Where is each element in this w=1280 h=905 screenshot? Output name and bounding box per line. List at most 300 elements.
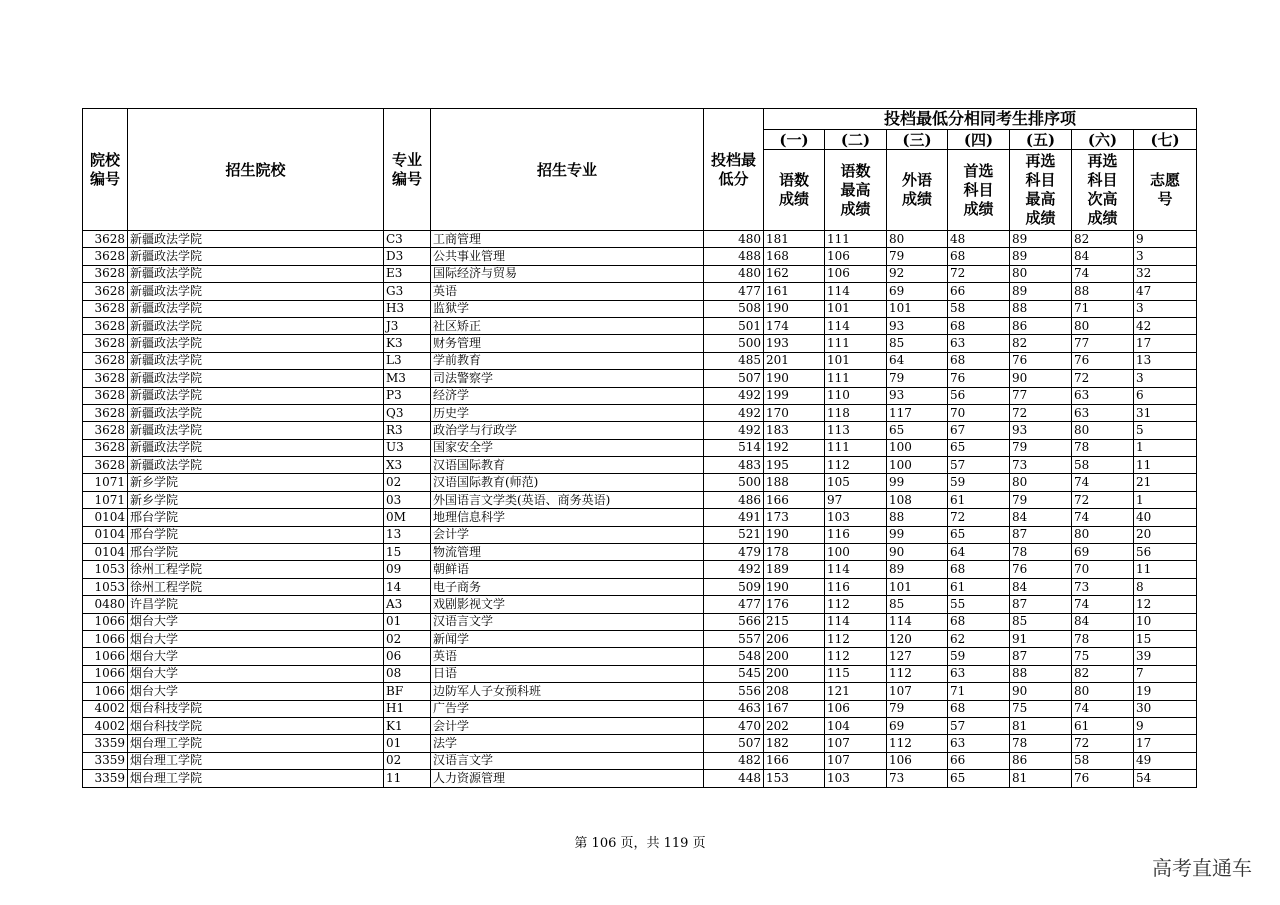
cell-first-subject: 64 (948, 544, 1010, 561)
header-sub-title: 语数最高成绩 (825, 150, 887, 231)
cell-yushu-max: 101 (825, 352, 887, 369)
cell-waiyu: 101 (887, 578, 948, 595)
cell-second-max: 87 (1010, 596, 1072, 613)
cell-yushu: 202 (764, 717, 825, 734)
cell-second-max: 78 (1010, 544, 1072, 561)
cell-school-name: 徐州工程学院 (128, 578, 384, 595)
cell-major-code: 15 (384, 544, 431, 561)
cell-yushu-max: 112 (825, 596, 887, 613)
table-row (83, 387, 1197, 404)
cell-major-name: 汉语国际教育 (431, 457, 704, 474)
cell-second-next: 80 (1072, 422, 1134, 439)
cell-min-score: 448 (704, 770, 764, 787)
cell-major-name: 汉语言文学 (431, 613, 704, 630)
cell-first-subject: 66 (948, 752, 1010, 769)
cell-school-code: 3628 (83, 387, 128, 404)
cell-yushu-max: 107 (825, 735, 887, 752)
cell-waiyu: 112 (887, 735, 948, 752)
cell-major-code: 03 (384, 491, 431, 508)
cell-waiyu: 106 (887, 752, 948, 769)
cell-first-subject: 65 (948, 770, 1010, 787)
cell-school-code: 3359 (83, 735, 128, 752)
cell-min-score: 507 (704, 735, 764, 752)
cell-second-max: 78 (1010, 735, 1072, 752)
cell-major-code: 02 (384, 630, 431, 647)
cell-second-next: 88 (1072, 283, 1134, 300)
cell-school-name: 烟台科技学院 (128, 717, 384, 734)
cell-first-subject: 68 (948, 352, 1010, 369)
cell-first-subject: 68 (948, 700, 1010, 717)
cell-school-name: 新疆政法学院 (128, 404, 384, 421)
cell-first-subject: 68 (948, 561, 1010, 578)
cell-school-name: 新疆政法学院 (128, 283, 384, 300)
header-sub-title: 首选科目成绩 (948, 150, 1010, 231)
cell-first-subject: 68 (948, 248, 1010, 265)
cell-school-code: 3628 (83, 335, 128, 352)
cell-school-name: 邢台学院 (128, 526, 384, 543)
cell-yushu: 161 (764, 283, 825, 300)
table-row (83, 544, 1197, 561)
cell-choice-no: 49 (1134, 752, 1197, 769)
cell-min-score: 486 (704, 491, 764, 508)
cell-second-max: 76 (1010, 561, 1072, 578)
cell-waiyu: 69 (887, 283, 948, 300)
cell-second-next: 75 (1072, 648, 1134, 665)
cell-school-name: 新疆政法学院 (128, 457, 384, 474)
cell-yushu: 181 (764, 231, 825, 248)
cell-school-name: 新疆政法学院 (128, 352, 384, 369)
cell-major-code: H3 (384, 300, 431, 317)
cell-second-max: 87 (1010, 526, 1072, 543)
cell-major-code: G3 (384, 283, 431, 300)
cell-min-score: 479 (704, 544, 764, 561)
cell-major-code: 11 (384, 770, 431, 787)
header-sub-title: 再选科目最高成绩 (1010, 150, 1072, 231)
cell-yushu: 182 (764, 735, 825, 752)
cell-first-subject: 70 (948, 404, 1010, 421)
cell-first-subject: 76 (948, 370, 1010, 387)
cell-yushu: 208 (764, 683, 825, 700)
cell-first-subject: 67 (948, 422, 1010, 439)
cell-major-code: K3 (384, 335, 431, 352)
cell-major-code: U3 (384, 439, 431, 456)
cell-second-max: 82 (1010, 335, 1072, 352)
cell-school-name: 烟台大学 (128, 648, 384, 665)
cell-waiyu: 107 (887, 683, 948, 700)
cell-major-name: 边防军人子女预科班 (431, 683, 704, 700)
cell-yushu: 178 (764, 544, 825, 561)
cell-waiyu: 85 (887, 335, 948, 352)
cell-yushu-max: 111 (825, 370, 887, 387)
cell-second-max: 75 (1010, 700, 1072, 717)
cell-first-subject: 68 (948, 317, 1010, 334)
cell-min-score: 566 (704, 613, 764, 630)
cell-school-name: 烟台理工学院 (128, 735, 384, 752)
cell-yushu-max: 101 (825, 300, 887, 317)
cell-first-subject: 72 (948, 509, 1010, 526)
cell-yushu-max: 111 (825, 439, 887, 456)
cell-school-name: 烟台大学 (128, 630, 384, 647)
cell-min-score: 491 (704, 509, 764, 526)
cell-school-code: 3628 (83, 248, 128, 265)
cell-min-score: 470 (704, 717, 764, 734)
header-sub-title: 志愿号 (1134, 150, 1197, 231)
cell-waiyu: 79 (887, 370, 948, 387)
cell-school-code: 3628 (83, 300, 128, 317)
cell-choice-no: 9 (1134, 717, 1197, 734)
cell-choice-no: 31 (1134, 404, 1197, 421)
cell-choice-no: 12 (1134, 596, 1197, 613)
cell-waiyu: 114 (887, 613, 948, 630)
table-row (83, 457, 1197, 474)
cell-major-code: BF (384, 683, 431, 700)
cell-yushu-max: 107 (825, 752, 887, 769)
cell-major-code: R3 (384, 422, 431, 439)
cell-major-name: 新闻学 (431, 630, 704, 647)
cell-yushu-max: 97 (825, 491, 887, 508)
cell-choice-no: 54 (1134, 770, 1197, 787)
cell-choice-no: 5 (1134, 422, 1197, 439)
cell-school-name: 新疆政法学院 (128, 248, 384, 265)
cell-waiyu: 79 (887, 700, 948, 717)
table-row (83, 352, 1197, 369)
cell-yushu: 166 (764, 752, 825, 769)
cell-waiyu: 100 (887, 439, 948, 456)
cell-min-score: 492 (704, 404, 764, 421)
header-min-score: 投档最低分 (704, 109, 764, 231)
cell-major-code: 01 (384, 735, 431, 752)
cell-school-code: 1071 (83, 491, 128, 508)
cell-major-code: 02 (384, 752, 431, 769)
cell-choice-no: 42 (1134, 317, 1197, 334)
cell-school-name: 新疆政法学院 (128, 265, 384, 282)
cell-choice-no: 47 (1134, 283, 1197, 300)
cell-yushu: 190 (764, 300, 825, 317)
cell-min-score: 501 (704, 317, 764, 334)
cell-waiyu: 92 (887, 265, 948, 282)
table-row (83, 630, 1197, 647)
header-sub-index: (七) (1134, 130, 1197, 150)
cell-waiyu: 65 (887, 422, 948, 439)
cell-choice-no: 11 (1134, 561, 1197, 578)
cell-second-next: 82 (1072, 231, 1134, 248)
cell-yushu: 168 (764, 248, 825, 265)
cell-major-name: 日语 (431, 665, 704, 682)
cell-major-name: 财务管理 (431, 335, 704, 352)
cell-major-name: 会计学 (431, 717, 704, 734)
table-row (83, 335, 1197, 352)
cell-choice-no: 3 (1134, 370, 1197, 387)
cell-school-code: 3628 (83, 352, 128, 369)
cell-yushu-max: 112 (825, 648, 887, 665)
cell-first-subject: 61 (948, 578, 1010, 595)
cell-school-name: 烟台大学 (128, 665, 384, 682)
cell-yushu: 173 (764, 509, 825, 526)
cell-yushu: 166 (764, 491, 825, 508)
cell-second-next: 69 (1072, 544, 1134, 561)
cell-min-score: 480 (704, 231, 764, 248)
cell-waiyu: 73 (887, 770, 948, 787)
cell-min-score: 556 (704, 683, 764, 700)
cell-school-name: 新疆政法学院 (128, 422, 384, 439)
table-row (83, 717, 1197, 734)
cell-second-max: 80 (1010, 265, 1072, 282)
cell-school-code: 3628 (83, 265, 128, 282)
cell-choice-no: 21 (1134, 474, 1197, 491)
cell-second-max: 80 (1010, 474, 1072, 491)
table-row (83, 648, 1197, 665)
table-row (83, 474, 1197, 491)
cell-school-name: 新疆政法学院 (128, 370, 384, 387)
cell-second-next: 73 (1072, 578, 1134, 595)
cell-school-code: 0104 (83, 526, 128, 543)
cell-school-code: 1066 (83, 648, 128, 665)
cell-yushu: 188 (764, 474, 825, 491)
cell-yushu: 183 (764, 422, 825, 439)
header-sub-index: (一) (764, 130, 825, 150)
cell-school-name: 新乡学院 (128, 491, 384, 508)
cell-first-subject: 65 (948, 526, 1010, 543)
table-row (83, 265, 1197, 282)
cell-major-name: 戏剧影视文学 (431, 596, 704, 613)
cell-school-code: 3628 (83, 370, 128, 387)
cell-waiyu: 127 (887, 648, 948, 665)
cell-choice-no: 17 (1134, 735, 1197, 752)
cell-major-name: 会计学 (431, 526, 704, 543)
cell-school-name: 烟台科技学院 (128, 700, 384, 717)
cell-major-code: X3 (384, 457, 431, 474)
cell-second-next: 76 (1072, 352, 1134, 369)
cell-first-subject: 71 (948, 683, 1010, 700)
cell-second-next: 72 (1072, 370, 1134, 387)
header-sub-index: (二) (825, 130, 887, 150)
table-row (83, 231, 1197, 248)
cell-yushu: 200 (764, 648, 825, 665)
cell-yushu-max: 100 (825, 544, 887, 561)
cell-choice-no: 15 (1134, 630, 1197, 647)
cell-major-name: 电子商务 (431, 578, 704, 595)
cell-min-score: 545 (704, 665, 764, 682)
cell-first-subject: 59 (948, 474, 1010, 491)
cell-waiyu: 101 (887, 300, 948, 317)
cell-school-name: 邢台学院 (128, 544, 384, 561)
cell-major-name: 外国语言文学类(英语、商务英语) (431, 491, 704, 508)
cell-school-code: 0104 (83, 509, 128, 526)
cell-waiyu: 112 (887, 665, 948, 682)
cell-major-name: 社区矫正 (431, 317, 704, 334)
cell-min-score: 514 (704, 439, 764, 456)
header-major-name: 招生专业 (431, 109, 704, 231)
cell-waiyu: 80 (887, 231, 948, 248)
cell-major-code: Q3 (384, 404, 431, 421)
cell-waiyu: 69 (887, 717, 948, 734)
cell-first-subject: 58 (948, 300, 1010, 317)
cell-major-name: 经济学 (431, 387, 704, 404)
cell-school-name: 烟台大学 (128, 613, 384, 630)
cell-min-score: 463 (704, 700, 764, 717)
cell-waiyu: 90 (887, 544, 948, 561)
cell-major-code: P3 (384, 387, 431, 404)
cell-min-score: 500 (704, 335, 764, 352)
table-body (83, 231, 1197, 788)
cell-choice-no: 39 (1134, 648, 1197, 665)
cell-waiyu: 93 (887, 317, 948, 334)
cell-min-score: 492 (704, 422, 764, 439)
cell-second-next: 78 (1072, 439, 1134, 456)
cell-school-code: 1053 (83, 561, 128, 578)
cell-yushu: 174 (764, 317, 825, 334)
cell-second-next: 77 (1072, 335, 1134, 352)
cell-min-score: 483 (704, 457, 764, 474)
cell-second-max: 79 (1010, 491, 1072, 508)
admission-table (82, 108, 1197, 788)
cell-first-subject: 61 (948, 491, 1010, 508)
cell-school-code: 3359 (83, 770, 128, 787)
cell-choice-no: 7 (1134, 665, 1197, 682)
cell-school-code: 1053 (83, 578, 128, 595)
cell-second-next: 80 (1072, 317, 1134, 334)
cell-second-next: 74 (1072, 700, 1134, 717)
cell-choice-no: 11 (1134, 457, 1197, 474)
cell-second-next: 72 (1072, 735, 1134, 752)
table-row (83, 578, 1197, 595)
cell-second-max: 89 (1010, 248, 1072, 265)
cell-yushu-max: 112 (825, 630, 887, 647)
cell-second-max: 72 (1010, 404, 1072, 421)
header-sort-group: 投档最低分相同考生排序项 (764, 109, 1197, 130)
cell-major-name: 汉语国际教育(师范) (431, 474, 704, 491)
cell-yushu: 195 (764, 457, 825, 474)
cell-major-code: E3 (384, 265, 431, 282)
cell-school-code: 3628 (83, 404, 128, 421)
cell-choice-no: 17 (1134, 335, 1197, 352)
cell-choice-no: 1 (1134, 439, 1197, 456)
header-sub-index: (三) (887, 130, 948, 150)
header-school-name: 招生院校 (128, 109, 384, 231)
cell-yushu: 201 (764, 352, 825, 369)
cell-waiyu: 108 (887, 491, 948, 508)
cell-min-score: 521 (704, 526, 764, 543)
cell-major-name: 物流管理 (431, 544, 704, 561)
header-sub-title: 语数成绩 (764, 150, 825, 231)
cell-min-score: 482 (704, 752, 764, 769)
cell-yushu: 200 (764, 665, 825, 682)
page-footer: 第 106 页，共 119 页 (574, 836, 706, 851)
cell-second-max: 86 (1010, 752, 1072, 769)
table-row (83, 491, 1197, 508)
cell-min-score: 507 (704, 370, 764, 387)
cell-second-max: 93 (1010, 422, 1072, 439)
cell-first-subject: 57 (948, 457, 1010, 474)
cell-major-code: 01 (384, 613, 431, 630)
table-row (83, 735, 1197, 752)
cell-min-score: 477 (704, 283, 764, 300)
table-row (83, 370, 1197, 387)
cell-second-max: 81 (1010, 717, 1072, 734)
cell-yushu: 190 (764, 526, 825, 543)
cell-second-next: 63 (1072, 404, 1134, 421)
cell-waiyu: 120 (887, 630, 948, 647)
cell-major-name: 历史学 (431, 404, 704, 421)
cell-choice-no: 10 (1134, 613, 1197, 630)
cell-school-name: 邢台学院 (128, 509, 384, 526)
cell-major-code: K1 (384, 717, 431, 734)
cell-waiyu: 117 (887, 404, 948, 421)
cell-yushu: 215 (764, 613, 825, 630)
table-row (83, 596, 1197, 613)
cell-second-max: 73 (1010, 457, 1072, 474)
cell-yushu: 189 (764, 561, 825, 578)
header-sub-title: 外语成绩 (887, 150, 948, 231)
cell-second-next: 78 (1072, 630, 1134, 647)
cell-school-code: 1066 (83, 613, 128, 630)
cell-min-score: 548 (704, 648, 764, 665)
cell-min-score: 492 (704, 561, 764, 578)
header-sub-index: (四) (948, 130, 1010, 150)
cell-second-next: 76 (1072, 770, 1134, 787)
cell-major-code: C3 (384, 231, 431, 248)
cell-first-subject: 72 (948, 265, 1010, 282)
cell-yushu-max: 111 (825, 231, 887, 248)
cell-school-name: 新疆政法学院 (128, 387, 384, 404)
cell-major-name: 工商管理 (431, 231, 704, 248)
cell-first-subject: 63 (948, 335, 1010, 352)
cell-yushu-max: 114 (825, 561, 887, 578)
cell-school-name: 新疆政法学院 (128, 439, 384, 456)
cell-second-next: 72 (1072, 491, 1134, 508)
cell-school-code: 3628 (83, 422, 128, 439)
cell-school-code: 1066 (83, 665, 128, 682)
cell-min-score: 500 (704, 474, 764, 491)
cell-second-next: 74 (1072, 265, 1134, 282)
table-row (83, 665, 1197, 682)
cell-major-name: 广告学 (431, 700, 704, 717)
cell-choice-no: 3 (1134, 300, 1197, 317)
cell-choice-no: 1 (1134, 491, 1197, 508)
cell-yushu: 192 (764, 439, 825, 456)
cell-school-name: 新乡学院 (128, 474, 384, 491)
cell-second-next: 74 (1072, 509, 1134, 526)
cell-major-name: 国家安全学 (431, 439, 704, 456)
cell-second-next: 80 (1072, 526, 1134, 543)
header-sub-index: (六) (1072, 130, 1134, 150)
cell-major-code: 14 (384, 578, 431, 595)
cell-school-code: 3628 (83, 439, 128, 456)
cell-second-next: 82 (1072, 665, 1134, 682)
cell-waiyu: 99 (887, 474, 948, 491)
cell-second-max: 84 (1010, 578, 1072, 595)
cell-school-code: 3628 (83, 457, 128, 474)
cell-yushu-max: 114 (825, 317, 887, 334)
header-major-code: 专业编号 (384, 109, 431, 231)
cell-major-name: 政治学与行政学 (431, 422, 704, 439)
cell-school-name: 烟台理工学院 (128, 752, 384, 769)
cell-choice-no: 6 (1134, 387, 1197, 404)
cell-school-name: 新疆政法学院 (128, 300, 384, 317)
cell-school-code: 1071 (83, 474, 128, 491)
cell-school-name: 许昌学院 (128, 596, 384, 613)
cell-school-name: 徐州工程学院 (128, 561, 384, 578)
cell-min-score: 477 (704, 596, 764, 613)
cell-min-score: 480 (704, 265, 764, 282)
cell-yushu-max: 116 (825, 578, 887, 595)
cell-first-subject: 63 (948, 665, 1010, 682)
cell-yushu-max: 114 (825, 613, 887, 630)
cell-second-max: 90 (1010, 370, 1072, 387)
cell-choice-no: 32 (1134, 265, 1197, 282)
cell-major-code: 02 (384, 474, 431, 491)
cell-first-subject: 55 (948, 596, 1010, 613)
